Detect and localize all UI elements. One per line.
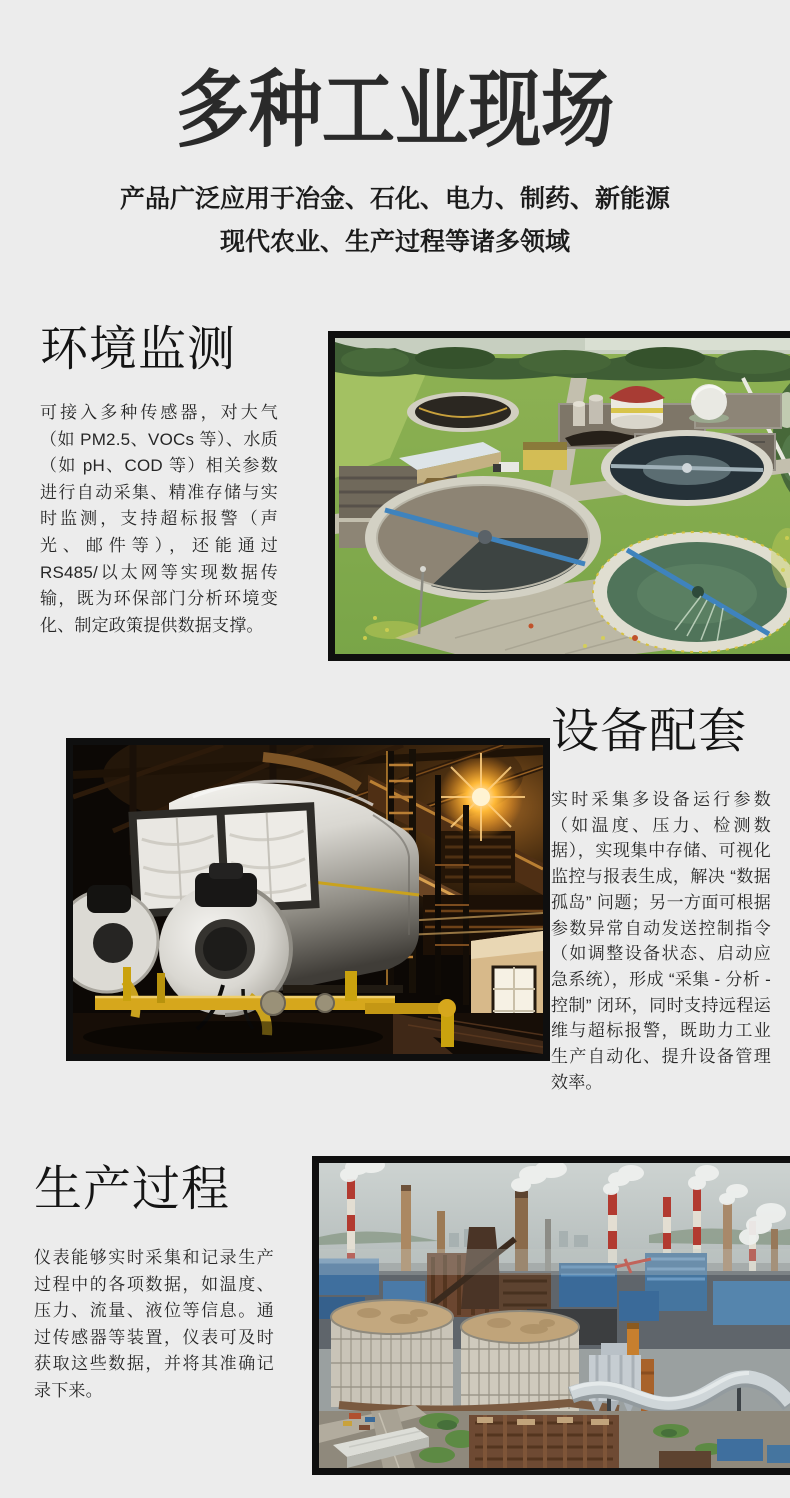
section-body-equipment: 实时采集多设备运行参数（如温度、压力、检测数据），实现集中存储、可视化监控与报表生成，解决 “数据孤岛” 问题；另一方面可根据参数异常自动发送控制指令（如调整设备状态、启动应急系统），形成 “采集 - 分析 - 控制” 闭环，同时支持远程运维与超标报警，既助力工业生产自动化、提升设备管理效率。 [551, 790, 771, 1092]
section-title-production: 生产过程 [34, 1163, 231, 1216]
boiler-room-photo-frame [66, 738, 550, 1061]
header-subtitle-line1: 产品广泛应用于冶金、石化、电力、制药、新能源 [119, 185, 670, 213]
water-treatment-photo-frame [328, 331, 790, 661]
water-treatment-plant-aerial-photo [335, 338, 790, 654]
section-production-text [34, 1163, 274, 1405]
section-environment-text [40, 323, 278, 639]
header-subtitle-line2: 现代农业、生产过程等诸多领域 [219, 228, 570, 256]
page-title: 多种工业现场 [175, 63, 615, 157]
section-title-environment: 环境监测 [40, 323, 237, 376]
section-body-environment: 可接入多种传感器，对大气（如 PM2.5、VOCs 等）、水质（如 pH、COD 等）相关参数进行自动采集、精准存储与实时监测，支持超标报警（声光、邮件等），还能通过RS485/以太网等实现数据传输，既为环保部门分析环境变化、制定政策提供数据支撑。 [40, 403, 278, 635]
section-title-equipment: 设备配套 [551, 705, 748, 758]
section-equipment-text [551, 705, 771, 1095]
steel-plant-photo-frame [312, 1156, 790, 1475]
section-body-production: 仪表能够实时采集和记录生产过程中的各项数据，如温度、压力、流量、液位等信息。通过传感器等装置，仪表可及时获取这些数据，并将其准确记录下来。 [34, 1248, 274, 1400]
steel-plant-panorama-photo [319, 1163, 790, 1468]
industrial-boiler-room-photo [73, 745, 543, 1054]
